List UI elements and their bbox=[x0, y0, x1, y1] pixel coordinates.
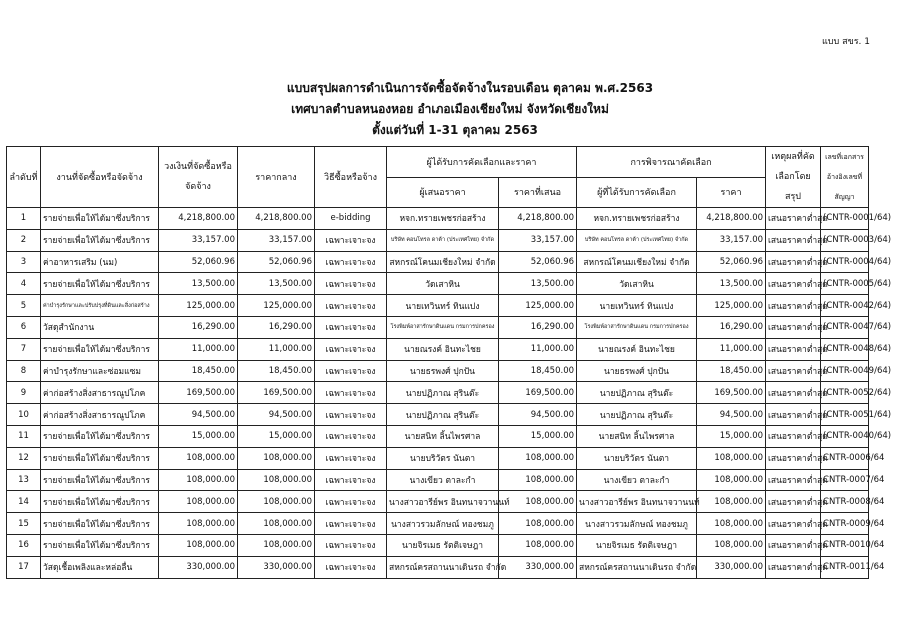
row-ref: (CNTR-0052/64) bbox=[821, 382, 869, 404]
row-price: 330,000.00 bbox=[697, 556, 766, 578]
row-bid-price: 108,000.00 bbox=[499, 513, 577, 535]
row-ref: (CNTR-0005/64) bbox=[821, 273, 869, 295]
row-ref: CNTR-0011/64 bbox=[821, 556, 869, 578]
row-bidder: สหกรณ์ครสถานนาเดินรถ จำกัด bbox=[387, 556, 499, 578]
row-no: 17 bbox=[7, 556, 41, 578]
row-no: 8 bbox=[7, 360, 41, 382]
row-method: เฉพาะเจาะจง bbox=[315, 534, 387, 556]
row-method: เฉพาะเจาะจง bbox=[315, 316, 387, 338]
row-item: รายจ่ายเพื่อให้ได้มาซึ่งบริการ bbox=[41, 229, 159, 251]
row-reason: เสนอราคาต่ำสุด bbox=[766, 425, 821, 447]
row-reason: เสนอราคาต่ำสุด bbox=[766, 447, 821, 469]
row-winner: นายธรพงศ์ ปุกปัน bbox=[577, 360, 697, 382]
row-bidder: นายบริวัตร นันตา bbox=[387, 447, 499, 469]
row-median-price: 108,000.00 bbox=[238, 513, 315, 535]
row-median-price: 33,157.00 bbox=[238, 229, 315, 251]
row-ref: CNTR-0010/64 bbox=[821, 534, 869, 556]
row-no: 14 bbox=[7, 491, 41, 513]
row-no: 5 bbox=[7, 295, 41, 317]
row-median-price: 52,060.96 bbox=[238, 251, 315, 273]
row-no: 6 bbox=[7, 316, 41, 338]
row-median-price: 125,000.00 bbox=[238, 295, 315, 317]
row-budget: 11,000.00 bbox=[159, 338, 238, 360]
row-budget: 125,000.00 bbox=[159, 295, 238, 317]
row-price: 13,500.00 bbox=[697, 273, 766, 295]
row-median-price: 13,500.00 bbox=[238, 273, 315, 295]
table-row bbox=[7, 382, 869, 404]
row-no: 4 bbox=[7, 273, 41, 295]
row-bid-price: 15,000.00 bbox=[499, 425, 577, 447]
row-ref: CNTR-0008/64 bbox=[821, 491, 869, 513]
form-code: แบบ สขร. 1 bbox=[821, 37, 870, 47]
row-no: 1 bbox=[7, 208, 41, 230]
header-method: วิธีซื้อหรือจ้าง bbox=[315, 147, 387, 208]
row-ref: (CNTR-0042/64) bbox=[821, 295, 869, 317]
row-winner: นายเทวินทร์ ทินแปง bbox=[577, 295, 697, 317]
row-winner: หจก.ทรายเพชรก่อสร้าง bbox=[577, 208, 697, 230]
table-row bbox=[7, 447, 869, 469]
header-selection-group: การพิจารณาคัดเลือก bbox=[577, 147, 766, 178]
row-ref: CNTR-0009/64 bbox=[821, 513, 869, 535]
row-no: 3 bbox=[7, 251, 41, 273]
row-bid-price: 330,000.00 bbox=[499, 556, 577, 578]
row-bidder: นายธรพงศ์ ปุกปัน bbox=[387, 360, 499, 382]
row-winner: นายบริวัตร นันตา bbox=[577, 447, 697, 469]
row-budget: 15,000.00 bbox=[159, 425, 238, 447]
row-ref: (CNTR-0048/64) bbox=[821, 338, 869, 360]
header-bidders-group: ผู้ได้รับการคัดเลือกและราคา bbox=[387, 147, 577, 178]
row-ref: (CNTR-0040/64) bbox=[821, 425, 869, 447]
table-row bbox=[7, 360, 869, 382]
table-row bbox=[7, 513, 869, 535]
row-ref: (CNTR-0051/64) bbox=[821, 404, 869, 426]
row-median-price: 108,000.00 bbox=[238, 469, 315, 491]
row-no: 10 bbox=[7, 404, 41, 426]
row-reason: เสนอราคาต่ำสุด bbox=[766, 491, 821, 513]
header-bid-price: ราคาที่เสนอ bbox=[499, 177, 577, 208]
row-ref: (CNTR-0003/64) bbox=[821, 229, 869, 251]
row-budget: 4,218,800.00 bbox=[159, 208, 238, 230]
row-bid-price: 108,000.00 bbox=[499, 491, 577, 513]
row-bidder: นายณรงค์ อินทะไชย bbox=[387, 338, 499, 360]
row-method: เฉพาะเจาะจง bbox=[315, 273, 387, 295]
row-method: เฉพาะเจาะจง bbox=[315, 382, 387, 404]
row-winner: โรงพิมพ์อาสารักษาดินแดน กรมการปกครอง bbox=[577, 316, 697, 338]
row-method: เฉพาะเจาะจง bbox=[315, 360, 387, 382]
header-ref: เลขที่เอกสารอ้างอิงเลขที่สัญญา bbox=[821, 147, 869, 208]
row-budget: 108,000.00 bbox=[159, 534, 238, 556]
header-no: ลำดับที่ bbox=[7, 147, 41, 208]
row-price: 4,218,800.00 bbox=[697, 208, 766, 230]
row-no: 2 bbox=[7, 229, 41, 251]
row-item: รายจ่ายเพื่อให้ได้มาซึ่งบริการ bbox=[41, 447, 159, 469]
row-no: 13 bbox=[7, 469, 41, 491]
row-price: 108,000.00 bbox=[697, 447, 766, 469]
row-median-price: 330,000.00 bbox=[238, 556, 315, 578]
row-price: 18,450.00 bbox=[697, 360, 766, 382]
row-ref: (CNTR-0001/64) bbox=[821, 208, 869, 230]
row-median-price: 15,000.00 bbox=[238, 425, 315, 447]
row-item: รายจ่ายเพื่อให้ได้มาซึ่งบริการ bbox=[41, 534, 159, 556]
row-bid-price: 94,500.00 bbox=[499, 404, 577, 426]
table-row bbox=[7, 425, 869, 447]
row-bid-price: 125,000.00 bbox=[499, 295, 577, 317]
table-row bbox=[7, 273, 869, 295]
header-median-price: ราคากลาง bbox=[238, 147, 315, 208]
table-header-row bbox=[7, 147, 869, 178]
row-median-price: 108,000.00 bbox=[238, 491, 315, 513]
row-winner: สหกรณ์ครสถานนาเดินรถ จำกัด bbox=[577, 556, 697, 578]
row-winner: นายสนิท ลิ้นไพรศาล bbox=[577, 425, 697, 447]
table-body bbox=[7, 208, 892, 579]
row-budget: 108,000.00 bbox=[159, 513, 238, 535]
row-price: 16,290.00 bbox=[697, 316, 766, 338]
row-bidder: หจก.ทรายเพชรก่อสร้าง bbox=[387, 208, 499, 230]
row-budget: 108,000.00 bbox=[159, 491, 238, 513]
row-ref: CNTR-0006/64 bbox=[821, 447, 869, 469]
row-price: 169,500.00 bbox=[697, 382, 766, 404]
row-reason: เสนอราคาต่ำสุด bbox=[766, 556, 821, 578]
table-row bbox=[7, 316, 869, 338]
row-bid-price: 169,500.00 bbox=[499, 382, 577, 404]
row-price: 15,000.00 bbox=[697, 425, 766, 447]
header-winner: ผู้ที่ได้รับการคัดเลือก bbox=[577, 177, 697, 208]
row-method: เฉพาะเจาะจง bbox=[315, 229, 387, 251]
row-bid-price: 11,000.00 bbox=[499, 338, 577, 360]
row-method: e-bidding bbox=[315, 208, 387, 230]
row-ref: (CNTR-0004/64) bbox=[821, 251, 869, 273]
row-median-price: 16,290.00 bbox=[238, 316, 315, 338]
row-no: 16 bbox=[7, 534, 41, 556]
row-ref: CNTR-0007/64 bbox=[821, 469, 869, 491]
row-bidder: นายเทวินทร์ ทินแปง bbox=[387, 295, 499, 317]
header-price: ราคา bbox=[697, 177, 766, 208]
row-bidder: นางเขียว ตาละกำ bbox=[387, 469, 499, 491]
row-price: 108,000.00 bbox=[697, 469, 766, 491]
row-no: 9 bbox=[7, 382, 41, 404]
row-reason: เสนอราคาต่ำสุด bbox=[766, 208, 821, 230]
table-row bbox=[7, 404, 869, 426]
row-winner: นางสาวรวมลักษณ์ ทองชมภู bbox=[577, 513, 697, 535]
table-row bbox=[7, 469, 869, 491]
row-bidder: บริษัท คอนโทรล ดาต้า (ประเทศไทย) จำกัด bbox=[387, 229, 499, 251]
row-median-price: 169,500.00 bbox=[238, 382, 315, 404]
row-item: รายจ่ายเพื่อให้ได้มาซึ่งบริการ bbox=[41, 425, 159, 447]
row-method: เฉพาะเจาะจง bbox=[315, 513, 387, 535]
row-bidder: นายจิรเมธ รัตติเจษฎา bbox=[387, 534, 499, 556]
row-bid-price: 18,450.00 bbox=[499, 360, 577, 382]
row-method: เฉพาะเจาะจง bbox=[315, 338, 387, 360]
row-price: 33,157.00 bbox=[697, 229, 766, 251]
document-subtitle-period: ตั้งแต่วันที่ 1-31 ตุลาคม 2563 bbox=[372, 123, 538, 137]
row-reason: เสนอราคาต่ำสุด bbox=[766, 273, 821, 295]
row-price: 52,060.96 bbox=[697, 251, 766, 273]
row-budget: 108,000.00 bbox=[159, 469, 238, 491]
row-winner: สหกรณ์โคนมเชียงใหม่ จำกัด bbox=[577, 251, 697, 273]
row-price: 108,000.00 bbox=[697, 513, 766, 535]
row-budget: 52,060.96 bbox=[159, 251, 238, 273]
row-item: รายจ่ายเพื่อให้ได้มาซึ่งบริการ bbox=[41, 513, 159, 535]
row-reason: เสนอราคาต่ำสุด bbox=[766, 338, 821, 360]
row-winner: นางเขียว ตาละกำ bbox=[577, 469, 697, 491]
row-method: เฉพาะเจาะจง bbox=[315, 469, 387, 491]
table-row bbox=[7, 556, 869, 578]
row-budget: 169,500.00 bbox=[159, 382, 238, 404]
row-item: ค่าอาหารเสริม (นม) bbox=[41, 251, 159, 273]
document-title-block bbox=[0, 78, 900, 141]
row-bid-price: 13,500.00 bbox=[499, 273, 577, 295]
row-item: ค่าบำรุงรักษาและซ่อมแซม bbox=[41, 360, 159, 382]
row-bid-price: 108,000.00 bbox=[499, 447, 577, 469]
row-item: วัสดุเชื้อเพลิงและหล่อลื่น bbox=[41, 556, 159, 578]
header-budget: วงเงินที่จัดซื้อหรือจัดจ้าง bbox=[159, 147, 238, 208]
row-method: เฉพาะเจาะจง bbox=[315, 251, 387, 273]
header-bidder: ผู้เสนอราคา bbox=[387, 177, 499, 208]
row-reason: เสนอราคาต่ำสุด bbox=[766, 229, 821, 251]
document-title: แบบสรุปผลการดำเนินการจัดซื้อจัดจ้างในรอบเดือน ตุลาคม พ.ศ.2563 bbox=[286, 81, 654, 95]
row-method: เฉพาะเจาะจง bbox=[315, 491, 387, 513]
row-bid-price: 52,060.96 bbox=[499, 251, 577, 273]
row-item: รายจ่ายเพื่อให้ได้มาซึ่งบริการ bbox=[41, 273, 159, 295]
row-method: เฉพาะเจาะจง bbox=[315, 295, 387, 317]
row-no: 7 bbox=[7, 338, 41, 360]
document-subtitle-agency: เทศบาลตำบลหนองหอย อำเภอเมืองเชียงใหม่ จังหวัดเชียงใหม่ bbox=[291, 102, 609, 116]
row-winner: นายณรงค์ อินทะไชย bbox=[577, 338, 697, 360]
row-ref: (CNTR-0047/64) bbox=[821, 316, 869, 338]
row-method: เฉพาะเจาะจง bbox=[315, 556, 387, 578]
header-reason: เหตุผลที่คัดเลือกโดยสรุป bbox=[766, 147, 821, 208]
row-no: 12 bbox=[7, 447, 41, 469]
row-median-price: 108,000.00 bbox=[238, 447, 315, 469]
row-item: ค่าก่อสร้างสิ่งสาธารณูปโภค bbox=[41, 404, 159, 426]
row-reason: เสนอราคาต่ำสุด bbox=[766, 382, 821, 404]
row-bid-price: 16,290.00 bbox=[499, 316, 577, 338]
row-item: ค่าก่อสร้างสิ่งสาธารณูปโภค bbox=[41, 382, 159, 404]
table-row bbox=[7, 295, 869, 317]
row-median-price: 11,000.00 bbox=[238, 338, 315, 360]
row-price: 94,500.00 bbox=[697, 404, 766, 426]
row-winner: นางสาวอารีย์พร อินทนาจวานนท์ bbox=[577, 491, 697, 513]
row-bidder: โรงพิมพ์อาสารักษาดินแดน กรมการปกครอง bbox=[387, 316, 499, 338]
row-reason: เสนอราคาต่ำสุด bbox=[766, 360, 821, 382]
row-price: 125,000.00 bbox=[697, 295, 766, 317]
row-reason: เสนอราคาต่ำสุด bbox=[766, 295, 821, 317]
table-row bbox=[7, 251, 869, 273]
row-budget: 18,450.00 bbox=[159, 360, 238, 382]
row-winner: นายปฏิภาณ สุรินต๊ะ bbox=[577, 382, 697, 404]
row-price: 108,000.00 bbox=[697, 491, 766, 513]
row-median-price: 94,500.00 bbox=[238, 404, 315, 426]
row-budget: 330,000.00 bbox=[159, 556, 238, 578]
row-bidder: นายปฏิภาณ สุรินต๊ะ bbox=[387, 404, 499, 426]
table-row bbox=[7, 229, 869, 251]
row-price: 108,000.00 bbox=[697, 534, 766, 556]
table-row bbox=[7, 338, 869, 360]
procurement-summary-table bbox=[6, 146, 892, 579]
row-bidder: นายสนิท ลิ้นไพรศาล bbox=[387, 425, 499, 447]
row-budget: 13,500.00 bbox=[159, 273, 238, 295]
row-bidder: สหกรณ์โคนมเชียงใหม่ จำกัด bbox=[387, 251, 499, 273]
table-row bbox=[7, 534, 869, 556]
header-item: งานที่จัดซื้อหรือจัดจ้าง bbox=[41, 147, 159, 208]
row-reason: เสนอราคาต่ำสุด bbox=[766, 316, 821, 338]
row-reason: เสนอราคาต่ำสุด bbox=[766, 251, 821, 273]
row-median-price: 108,000.00 bbox=[238, 534, 315, 556]
row-winner: นายจิรเมธ รัตติเจษฎา bbox=[577, 534, 697, 556]
row-method: เฉพาะเจาะจง bbox=[315, 404, 387, 426]
row-reason: เสนอราคาต่ำสุด bbox=[766, 534, 821, 556]
row-budget: 16,290.00 bbox=[159, 316, 238, 338]
row-bid-price: 108,000.00 bbox=[499, 469, 577, 491]
row-median-price: 4,218,800.00 bbox=[238, 208, 315, 230]
row-bid-price: 108,000.00 bbox=[499, 534, 577, 556]
row-price: 11,000.00 bbox=[697, 338, 766, 360]
row-bidder: นายปฏิภาณ สุรินต๊ะ bbox=[387, 382, 499, 404]
row-budget: 94,500.00 bbox=[159, 404, 238, 426]
row-no: 11 bbox=[7, 425, 41, 447]
row-winner: บริษัท คอนโทรล ดาต้า (ประเทศไทย) จำกัด bbox=[577, 229, 697, 251]
row-bidder: นางสาวอารีย์พร อินทนาจวานนท์ bbox=[387, 491, 499, 513]
row-reason: เสนอราคาต่ำสุด bbox=[766, 513, 821, 535]
row-median-price: 18,450.00 bbox=[238, 360, 315, 382]
row-item: รายจ่ายเพื่อให้ได้มาซึ่งบริการ bbox=[41, 469, 159, 491]
row-no: 15 bbox=[7, 513, 41, 535]
row-item: รายจ่ายเพื่อให้ได้มาซึ่งบริการ bbox=[41, 208, 159, 230]
row-budget: 33,157.00 bbox=[159, 229, 238, 251]
row-item: ค่าบำรุงรักษาและปรับปรุงที่ดินและสิ่งก่อสร้าง bbox=[41, 295, 159, 317]
row-ref: (CNTR-0049/64) bbox=[821, 360, 869, 382]
row-bidder: วัดเสาหิน bbox=[387, 273, 499, 295]
row-reason: เสนอราคาต่ำสุด bbox=[766, 404, 821, 426]
row-winner: นายปฏิภาณ สุรินต๊ะ bbox=[577, 404, 697, 426]
row-reason: เสนอราคาต่ำสุด bbox=[766, 469, 821, 491]
row-budget: 108,000.00 bbox=[159, 447, 238, 469]
row-item: รายจ่ายเพื่อให้ได้มาซึ่งบริการ bbox=[41, 491, 159, 513]
table-row bbox=[7, 208, 869, 230]
row-winner: วัดเสาหิน bbox=[577, 273, 697, 295]
row-bid-price: 33,157.00 bbox=[499, 229, 577, 251]
row-method: เฉพาะเจาะจง bbox=[315, 447, 387, 469]
row-item: รายจ่ายเพื่อให้ได้มาซึ่งบริการ bbox=[41, 338, 159, 360]
table-row bbox=[7, 491, 869, 513]
row-item: วัสดุสำนักงาน bbox=[41, 316, 159, 338]
row-bid-price: 4,218,800.00 bbox=[499, 208, 577, 230]
row-bidder: นางสาวรวมลักษณ์ ทองชมภู bbox=[387, 513, 499, 535]
row-method: เฉพาะเจาะจง bbox=[315, 425, 387, 447]
